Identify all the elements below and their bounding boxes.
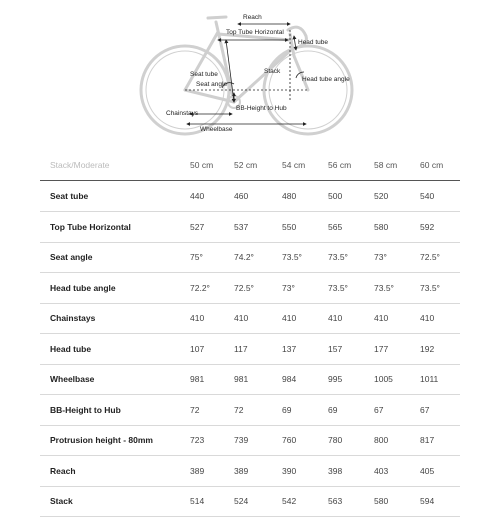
row-label: Seat tube [50,191,89,201]
table-cell: 527 [190,221,205,232]
table-cell: 580 [374,221,389,232]
table-cell: 137 [282,343,297,354]
table-cell: 440 [190,191,205,201]
table-cell: 405 [420,465,435,476]
table-cell: 981 [190,374,205,384]
table-cell: 67 [374,404,384,415]
table-cell: 580 [374,496,389,506]
row-label: Stack [50,496,73,506]
table-cell: 565 [328,221,343,232]
table-cell: 410 [420,313,435,323]
table-cell: 550 [282,221,297,232]
table-row [0,395,500,425]
table-cell: 398 [328,465,343,476]
table-row [0,181,500,211]
table-cell: 389 [190,465,205,476]
table-cell: 410 [190,313,205,323]
table-cell: 192 [420,343,435,354]
table-cell: 73.5° [328,282,348,293]
table-cell: 537 [234,221,249,232]
table-row [0,242,500,272]
table-cell: 72.5° [234,282,254,293]
table-cell: 73.5° [374,282,394,293]
table-cell: 74.2° [234,252,254,262]
bike-geometry-diagram [0,0,500,150]
table-cell: 500 [328,191,343,201]
table-row [0,425,500,455]
table-cell: 995 [328,374,343,384]
table-row [0,456,500,486]
table-cell: 410 [234,313,249,323]
table-row [0,273,500,303]
table-cell: 594 [420,496,435,506]
row-label: Seat angle [50,252,93,262]
head-tube-label: Head tube [298,39,328,46]
table-cell: 460 [234,191,249,201]
table-cell: 72 [190,404,200,415]
row-label: Reach [50,465,76,476]
table-cell: 723 [190,435,205,445]
table-cell: 107 [190,343,205,354]
size-header: 56 cm [328,160,352,170]
reach-label: Reach [243,14,262,21]
table-cell: 981 [234,374,249,384]
table-cell: 739 [234,435,249,445]
table-cell: 177 [374,343,389,354]
table-cell: 69 [282,404,292,415]
table-cell: 520 [374,191,389,201]
table-cell: 73° [282,282,295,293]
table-cell: 390 [282,465,297,476]
row-label: Protrusion height - 80mm [50,435,153,445]
head-tube-angle-label: Head tube angle [302,76,350,83]
top-tube-horizontal-label: Top Tube Horizontal [226,29,284,36]
size-header: 54 cm [282,160,306,170]
stack-label: Stack [264,68,281,75]
table-row [0,334,500,364]
table-cell: 75° [190,252,203,262]
table-row [0,486,500,516]
chainstays-label: Chainstays [166,110,199,117]
table-cell: 389 [234,465,249,476]
header-label: Stack/Moderate [50,160,110,170]
wheelbase-label: Wheelbase [200,126,233,133]
row-label: Head tube angle [50,282,116,293]
table-cell: 984 [282,374,297,384]
size-header: 52 cm [234,160,258,170]
row-label: Wheelbase [50,374,95,384]
table-cell: 73.5° [420,282,440,293]
table-header-row [0,150,500,180]
table-cell: 69 [328,404,338,415]
size-header: 60 cm [420,160,444,170]
table-row [0,212,500,242]
table-cell: 72 [234,404,244,415]
table-cell: 1005 [374,374,393,384]
table-cell: 410 [328,313,343,323]
table-cell: 73° [374,252,387,262]
table-cell: 410 [374,313,389,323]
row-label: Chainstays [50,313,96,323]
table-cell: 403 [374,465,389,476]
seat-tube-label: Seat tube [190,71,218,78]
table-row [0,364,500,394]
table-cell: 524 [234,496,249,506]
table-cell: 563 [328,496,343,506]
size-header: 58 cm [374,160,398,170]
size-header: 50 cm [190,160,214,170]
table-row [0,303,500,333]
seat-angle-label: Seat angle [196,81,228,88]
row-label: BB-Height to Hub [50,404,121,415]
table-cell: 117 [234,343,248,354]
table-cell: 73.5° [328,252,348,262]
table-cell: 542 [282,496,297,506]
bb-height-label: BB-Height to Hub [236,105,287,112]
table-cell: 780 [328,435,343,445]
table-cell: 480 [282,191,297,201]
row-label: Top Tube Horizontal [50,221,131,232]
table-cell: 72.5° [420,252,440,262]
table-cell: 67 [420,404,430,415]
table-cell: 73.5° [282,252,302,262]
table-cell: 540 [420,191,435,201]
table-cell: 760 [282,435,297,445]
table-cell: 514 [190,496,205,506]
table-cell: 592 [420,221,435,232]
table-cell: 800 [374,435,389,445]
table-cell: 157 [328,343,343,354]
table-cell: 410 [282,313,297,323]
row-label: Head tube [50,343,92,354]
table-cell: 817 [420,435,435,445]
table-cell: 1011 [420,374,439,384]
table-cell: 72.2° [190,282,210,293]
